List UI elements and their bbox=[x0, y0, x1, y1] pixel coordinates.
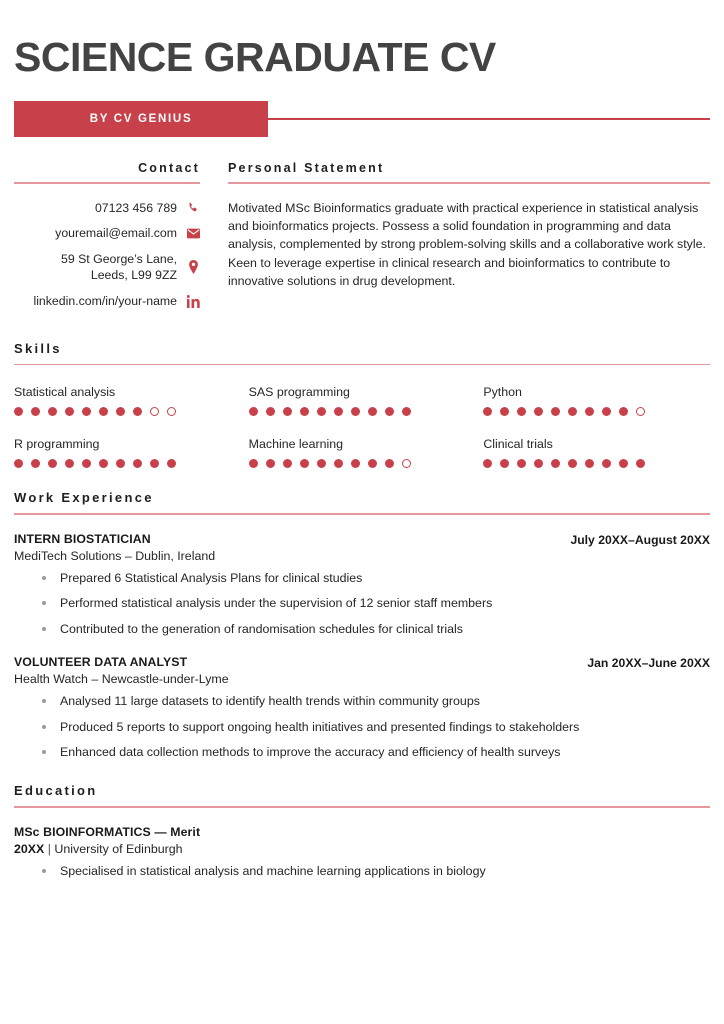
skill-dot-empty bbox=[636, 407, 645, 416]
work-entry-dates: Jan 20XX–June 20XX bbox=[587, 655, 710, 670]
skill-dot-filled bbox=[266, 459, 275, 468]
skill-dot-filled bbox=[266, 407, 275, 416]
personal-statement-body: Motivated MSc Bioinformatics graduate with practical experience in statistical analysis and bioinformatics projects. Possess a solid foundation in programming and data analysis, complemented by strong problem-solving skills and a collaborative work style. Keen to leverage expertise in clinical research and bioinformatics to contribute to innovative solutions in drug development. bbox=[228, 200, 706, 288]
contact-item-phone[interactable] bbox=[14, 200, 200, 217]
skill-dot-filled bbox=[82, 407, 91, 416]
byline-badge: BY CV GENIUS bbox=[14, 101, 268, 137]
bullet-item: Performed statistical analysis under the supervision of 12 senior staff members bbox=[14, 595, 710, 612]
skill-rating bbox=[14, 459, 241, 468]
skill-dot-filled bbox=[317, 459, 326, 468]
skill-dot-filled bbox=[602, 407, 611, 416]
skill-dot-filled bbox=[636, 459, 645, 468]
work-entry bbox=[14, 532, 710, 638]
skill-dot-filled bbox=[300, 407, 309, 416]
skills-heading: Skills bbox=[14, 340, 62, 356]
skill-dot-filled bbox=[534, 459, 543, 468]
contact-divider bbox=[14, 182, 200, 184]
education-year-institution bbox=[14, 842, 710, 856]
contact-email-text: youremail@email.com bbox=[55, 226, 177, 241]
skill-dot-filled bbox=[517, 459, 526, 468]
skill-dot-filled bbox=[48, 407, 57, 416]
work-experience-heading: Work Experience bbox=[14, 490, 154, 506]
skill-dot-filled bbox=[31, 459, 40, 468]
personal-statement-section bbox=[214, 161, 710, 318]
skill-dot-filled bbox=[534, 407, 543, 416]
education-divider bbox=[14, 806, 710, 808]
work-entry-dates: July 20XX–August 20XX bbox=[570, 532, 710, 547]
education-separator: | bbox=[44, 841, 55, 856]
work-entry-bullets bbox=[14, 693, 710, 761]
work-entry-organisation: Health Watch – Newcastle-under-Lyme bbox=[14, 671, 229, 686]
education-degree: MSc BIOINFORMATICS — Merit bbox=[14, 824, 201, 839]
work-entry-role: INTERN BIOSTATICIAN bbox=[14, 531, 151, 546]
skill-dot-filled bbox=[368, 459, 377, 468]
skill-dot-filled bbox=[619, 407, 628, 416]
skill-dot-filled bbox=[133, 407, 142, 416]
skill-dot-filled bbox=[483, 459, 492, 468]
skill-dot-filled bbox=[65, 407, 74, 416]
skill-item bbox=[14, 437, 241, 468]
skill-label: Statistical analysis bbox=[14, 385, 116, 400]
skill-dot-filled bbox=[351, 407, 360, 416]
bullet-item: Enhanced data collection methods to improve the accuracy and efficiency of health surveys bbox=[14, 744, 710, 761]
skill-dot-filled bbox=[551, 407, 560, 416]
skill-dot-filled bbox=[517, 407, 526, 416]
byline-divider bbox=[268, 118, 710, 120]
skill-dot-filled bbox=[99, 407, 108, 416]
skill-dot-filled bbox=[619, 459, 628, 468]
work-entry-header bbox=[14, 532, 710, 563]
envelope-icon bbox=[186, 228, 200, 239]
work-entry-left bbox=[14, 532, 570, 563]
contact-heading: Contact bbox=[138, 161, 200, 176]
work-experience-divider bbox=[14, 513, 710, 515]
skill-dot-filled bbox=[167, 459, 176, 468]
work-experience-section bbox=[14, 490, 710, 761]
contact-item-address[interactable] bbox=[14, 251, 200, 284]
skill-dot-filled bbox=[99, 459, 108, 468]
personal-statement-heading: Personal Statement bbox=[228, 161, 385, 176]
skill-dot-filled bbox=[585, 459, 594, 468]
contact-list bbox=[14, 200, 200, 310]
skill-label: SAS programming bbox=[248, 385, 350, 400]
contact-phone-text: 07123 456 789 bbox=[94, 200, 177, 215]
skill-dot-filled bbox=[48, 459, 57, 468]
work-entry-organisation: MediTech Solutions – Dublin, Ireland bbox=[14, 548, 216, 563]
skill-dot-filled bbox=[133, 459, 142, 468]
skill-dot-filled bbox=[385, 407, 394, 416]
contact-address-line2: Leeds, L99 9ZZ bbox=[90, 268, 177, 283]
education-year: 20XX bbox=[14, 841, 45, 856]
top-columns bbox=[14, 161, 710, 318]
education-entry bbox=[14, 825, 710, 880]
skill-item bbox=[483, 437, 710, 468]
work-entry-bullets bbox=[14, 570, 710, 638]
work-entry bbox=[14, 655, 710, 761]
skill-rating bbox=[14, 407, 241, 416]
skill-label: Python bbox=[483, 385, 522, 400]
skill-dot-empty bbox=[167, 407, 176, 416]
skill-item bbox=[249, 385, 476, 416]
education-section bbox=[14, 783, 710, 879]
skill-dot-filled bbox=[317, 407, 326, 416]
skill-dot-filled bbox=[568, 407, 577, 416]
skill-dot-empty bbox=[150, 407, 159, 416]
skill-dot-filled bbox=[368, 407, 377, 416]
contact-item-linkedin[interactable] bbox=[14, 293, 200, 310]
skills-divider bbox=[14, 364, 710, 366]
byline-row bbox=[14, 101, 710, 137]
skill-dot-filled bbox=[500, 407, 509, 416]
skill-dot-filled bbox=[249, 407, 258, 416]
bullet-item: Produced 5 reports to support ongoing health initiatives and presented findings to stakeholders bbox=[14, 719, 710, 736]
contact-item-email[interactable] bbox=[14, 225, 200, 242]
linkedin-icon bbox=[186, 295, 200, 308]
skill-dot-empty bbox=[402, 459, 411, 468]
page-title: SCIENCE GRADUATE CV bbox=[14, 34, 496, 80]
skill-rating bbox=[483, 459, 710, 468]
bullet-item: Prepared 6 Statistical Analysis Plans for clinical studies bbox=[14, 570, 710, 587]
skill-dot-filled bbox=[568, 459, 577, 468]
skill-dot-filled bbox=[249, 459, 258, 468]
skill-rating bbox=[249, 407, 476, 416]
skill-item bbox=[249, 437, 476, 468]
skill-dot-filled bbox=[385, 459, 394, 468]
skill-dot-filled bbox=[283, 459, 292, 468]
skill-dot-filled bbox=[31, 407, 40, 416]
skill-dot-filled bbox=[551, 459, 560, 468]
skill-label: R programming bbox=[14, 437, 100, 452]
location-pin-icon bbox=[186, 260, 200, 274]
skill-label: Machine learning bbox=[248, 437, 344, 452]
work-entry-header bbox=[14, 655, 710, 686]
education-heading: Education bbox=[14, 783, 98, 799]
contact-linkedin-text: linkedin.com/in/your-name bbox=[33, 293, 177, 308]
skill-dot-filled bbox=[334, 407, 343, 416]
skills-grid bbox=[14, 385, 710, 468]
contact-address-line1: 59 St George’s Lane, bbox=[61, 251, 177, 266]
skill-item bbox=[483, 385, 710, 416]
skill-dot-filled bbox=[116, 459, 125, 468]
skill-rating bbox=[483, 407, 710, 416]
education-institution: University of Edinburgh bbox=[54, 841, 183, 856]
education-bullets bbox=[14, 863, 710, 880]
skill-dot-filled bbox=[82, 459, 91, 468]
skill-dot-filled bbox=[500, 459, 509, 468]
skill-label: Clinical trials bbox=[483, 437, 553, 452]
education-entries bbox=[14, 825, 710, 880]
phone-icon bbox=[186, 202, 200, 214]
personal-statement-divider bbox=[228, 182, 710, 184]
work-entry-role: VOLUNTEER DATA ANALYST bbox=[14, 654, 188, 669]
skill-dot-filled bbox=[351, 459, 360, 468]
work-entries bbox=[14, 532, 710, 761]
skill-dot-filled bbox=[116, 407, 125, 416]
skill-dot-filled bbox=[402, 407, 411, 416]
skill-dot-filled bbox=[585, 407, 594, 416]
skills-section bbox=[14, 341, 710, 469]
skill-rating bbox=[249, 459, 476, 468]
skill-dot-filled bbox=[483, 407, 492, 416]
contact-section bbox=[14, 161, 214, 318]
skill-dot-filled bbox=[150, 459, 159, 468]
skill-dot-filled bbox=[65, 459, 74, 468]
skill-dot-filled bbox=[14, 407, 23, 416]
skill-dot-filled bbox=[300, 459, 309, 468]
bullet-item: Specialised in statistical analysis and machine learning applications in biology bbox=[14, 863, 710, 880]
work-entry-left bbox=[14, 655, 587, 686]
bullet-item: Analysed 11 large datasets to identify health trends within community groups bbox=[14, 693, 710, 710]
skill-dot-filled bbox=[602, 459, 611, 468]
skill-item bbox=[14, 385, 241, 416]
bullet-item: Contributed to the generation of randomisation schedules for clinical trials bbox=[14, 621, 710, 638]
skill-dot-filled bbox=[14, 459, 23, 468]
skill-dot-filled bbox=[283, 407, 292, 416]
skill-dot-filled bbox=[334, 459, 343, 468]
contact-address-text bbox=[61, 251, 186, 284]
